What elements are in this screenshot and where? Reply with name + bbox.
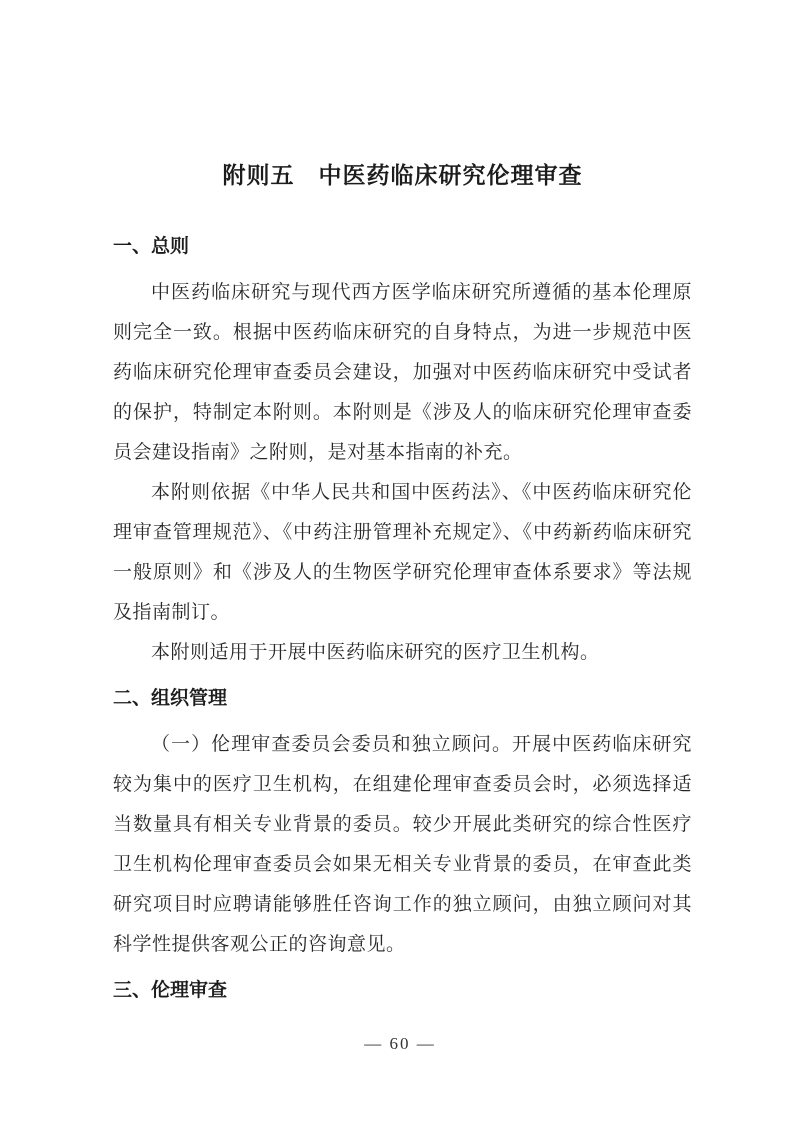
section-heading-organization-management: 二、组织管理 (113, 688, 228, 709)
section-heading-general-principles: 一、总则 (113, 236, 190, 257)
paragraph: 中医药临床研究与现代西方医学临床研究所遵循的基本伦理原则完全一致。根据中医药临床研究的自身特点，为进一步规范中医药临床研究伦理审查委员会建设，加强对中医药临床研究中受试者的保护，特制定本附则。本附则是《涉及人的临床研究伦理审查委员会建设指南》之附则，是对基本指南的补充。 (113, 282, 692, 463)
document-body (113, 0, 692, 1017)
paragraph: （一）伦理审查委员会委员和独立顾问。开展中医药临床研究较为集中的医疗卫生机构，在组建伦理审查委员会时，必须选择适当数量具有相关专业背景的委员。较少开展此类研究的综合性医疗卫生机构伦理审查委员会如果无相关专业背景的委员，在审查此类研究项目时应聘请能够胜任咨询工作的独立顾问，由独立顾问对其科学性提供客观公正的咨询意见。 (113, 734, 692, 955)
document-title: 附则五 中医药临床研究伦理审查 (222, 162, 583, 188)
paragraph: 本附则依据《中华人民共和国中医药法》、《中医药临床研究伦理审查管理规范》、《中药注册管理补充规定》、《中药新药临床研究一般原则》和《涉及人的生物医学研究伦理审查体系要求》等法规及指南制订。 (113, 482, 692, 623)
paragraph: 本附则适用于开展中医药临床研究的医疗卫生机构。 (151, 642, 600, 663)
page-number: — 60 — (364, 1034, 436, 1053)
section-heading-ethical-review: 三、伦理审查 (113, 980, 228, 1001)
